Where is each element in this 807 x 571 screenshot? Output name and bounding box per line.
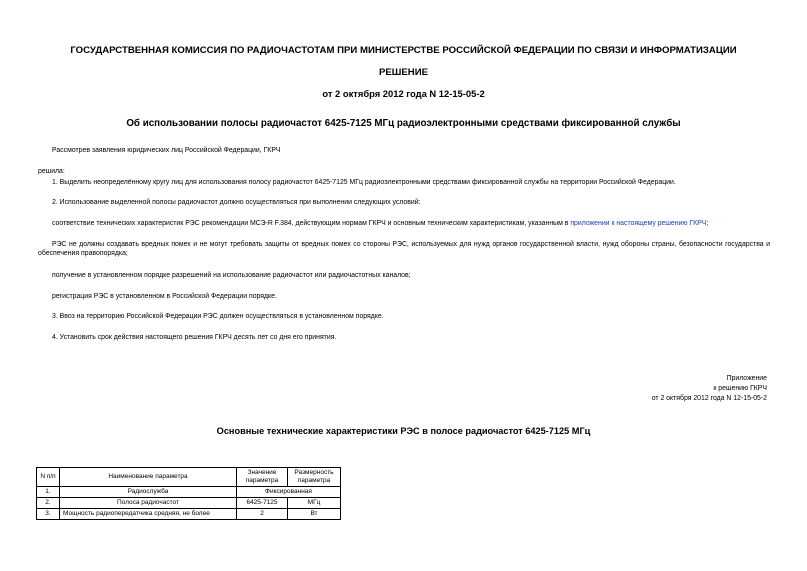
table-header-row (37, 468, 341, 487)
condition-1-end: ; (706, 220, 709, 227)
condition-2: РЭС не должны создавать вредных помех и не могут требовать защиты от вредных помех со стороны РЭС, используемых для нужд органов государственной власти, нужд обороны страны, безопасности государства и обеспечения правопорядка; (38, 241, 770, 257)
header-value: Значение параметра (237, 468, 288, 487)
annex-line-3: от 2 октября 2012 года N 12-15-05-2 (651, 395, 767, 402)
header-unit: Размерность параметра (288, 468, 341, 487)
condition-1 (52, 219, 708, 228)
item-2: 2. Использование выделенной полосы радиочастот должно осуществляться при выполнении следующих условий: (52, 199, 421, 206)
row-name: Полоса радиочастот (60, 498, 237, 509)
row-number: 2. (37, 498, 60, 509)
parameters-table (36, 467, 341, 520)
row-number: 3. (37, 509, 60, 520)
decision-heading: РЕШЕНИЕ (378, 67, 429, 78)
resolved-label: решила: (38, 168, 65, 175)
row-name: Мощность радиопередатчика средняя, не более (60, 509, 237, 520)
item-1: 1. Выделить неопределённому кругу лиц для использования полосу радиочастот 6425-7125 МГц радиоэлектронными средствами фиксированной службы на территории Российской Федерации. (52, 179, 676, 186)
row-unit: Вт (288, 509, 341, 520)
annex-line-1: Приложение (726, 375, 767, 382)
row-unit: МГц (288, 498, 341, 509)
condition-4: регистрация РЭС в установленном в Российской Федерации порядке. (52, 293, 277, 300)
condition-1-text: соответствие технических характеристик РЭС рекомендации МСЭ-R F.384, действующим нормам ГКРЧ и основным техническим характеристикам, указанным в (52, 220, 571, 227)
decision-date: от 2 октября 2012 года N 12-15-05-2 (322, 88, 485, 99)
decision-subject: Об использовании полосы радиочастот 6425-7125 МГц радиоэлектронными средствами фиксированной службы (126, 118, 681, 129)
item-3: 3. Ввоз на территорию Российской Федерации РЭС должен осуществляться в установленном порядке. (52, 313, 384, 320)
annex-line-2: к решению ГКРЧ (713, 385, 767, 392)
header-name: Наименование параметра (60, 468, 237, 487)
condition-3: получение в установленном порядке разрешений на использование радиочастот или радиочастотных каналов; (52, 272, 411, 279)
annex-link[interactable]: приложении к настоящему решению ГКРЧ (570, 220, 707, 227)
item-4: 4. Установить срок действия настоящего решения ГКРЧ десять лет со дня его принятия. (52, 334, 337, 341)
table-row (37, 498, 341, 509)
tech-table-title: Основные технические характеристики РЭС в полосе радиочастот 6425-7125 МГц (216, 426, 591, 436)
table-row (37, 487, 341, 498)
agency-heading: ГОСУДАРСТВЕННАЯ КОМИССИЯ ПО РАДИОЧАСТОТАМ ПРИ МИНИСТЕРСТВЕ РОССИЙСКОЙ ФЕДЕРАЦИИ ПО СВЯЗИ И ИНФОРМАТИЗАЦИИ (70, 45, 737, 56)
row-value: 6425-7125 (237, 498, 288, 509)
row-name: Радиослужба (60, 487, 237, 498)
row-merged-value: Фиксированная (237, 487, 341, 498)
row-value: 2 (237, 509, 288, 520)
header-number: N п/п (37, 468, 60, 487)
row-number: 1. (37, 487, 60, 498)
considered-paragraph: Рассмотрев заявления юридических лиц Российской Федерации, ГКРЧ (52, 147, 281, 154)
table-row (37, 509, 341, 520)
